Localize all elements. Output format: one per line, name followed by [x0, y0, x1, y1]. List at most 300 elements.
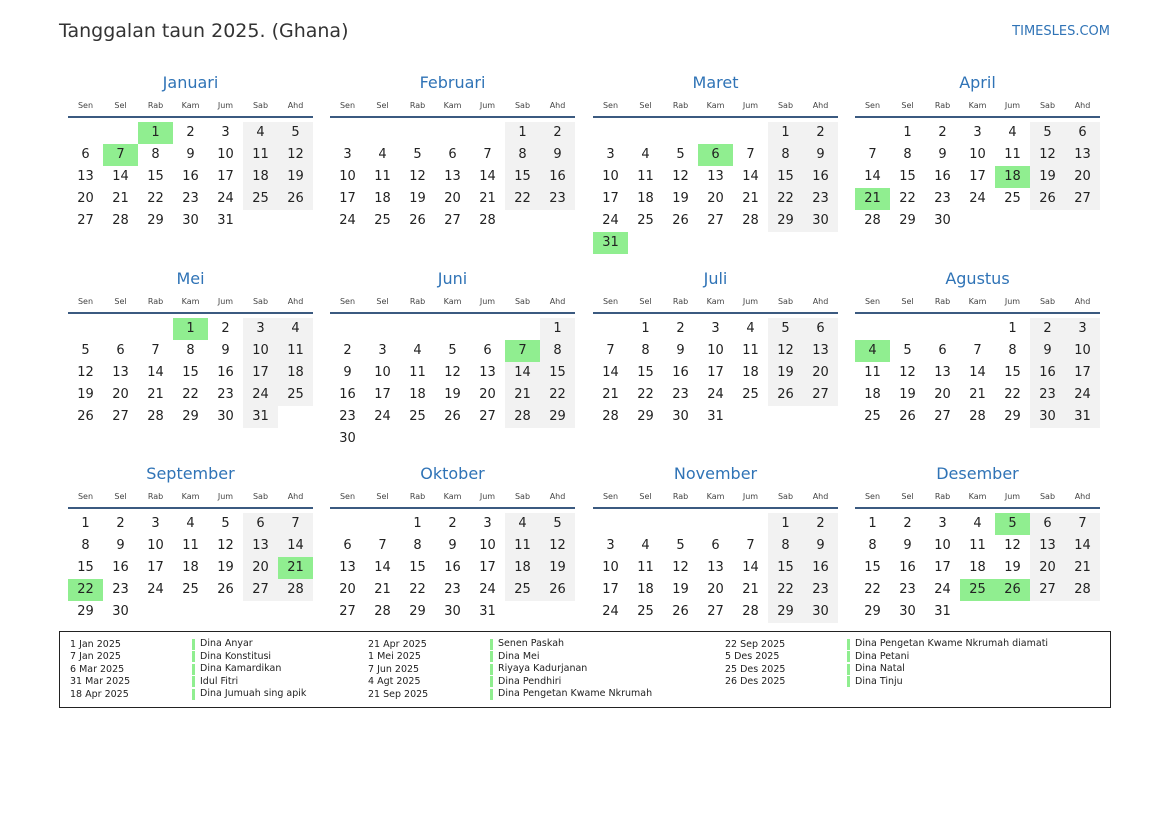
day-cell: 18: [409, 387, 426, 402]
day-cell: 12: [899, 365, 916, 380]
day-cell: 28: [742, 213, 759, 228]
weekday-label: Jum: [1004, 101, 1021, 110]
day-cell: 3: [151, 516, 160, 531]
holiday-marker: [192, 689, 195, 700]
day-cell: 2: [186, 125, 195, 140]
weekday-label: Ahd: [549, 492, 566, 501]
month-name: November: [673, 464, 758, 483]
legend-column: [725, 638, 1048, 688]
weekday-label: Jum: [217, 101, 234, 110]
day-cell: 4: [746, 321, 755, 336]
day-cell: 9: [938, 147, 947, 162]
day-cell: 20: [444, 191, 461, 206]
day-cell: 28: [602, 409, 619, 424]
day-cell: 18: [182, 560, 199, 575]
day-cell: 8: [1008, 343, 1017, 358]
day-cell: 12: [672, 560, 689, 575]
day-cell: 10: [602, 169, 619, 184]
day-cell: 25: [409, 409, 426, 424]
empty-day-cell: [330, 122, 365, 144]
weekday-label: Sab: [514, 297, 531, 306]
holiday-marker: [192, 664, 195, 675]
empty-day-cell: [435, 122, 470, 144]
day-cell: 24: [339, 213, 356, 228]
day-cell: 12: [77, 365, 94, 380]
day-cell: 7: [483, 147, 492, 162]
day-cell: 29: [540, 406, 575, 428]
day-cell: 12: [278, 144, 313, 166]
weekday-label: Rab: [409, 492, 426, 501]
weekday-header: [855, 101, 1100, 111]
holiday-name: Dina Tinju: [855, 675, 903, 687]
day-cell: 23: [444, 582, 461, 597]
day-cell: 29: [768, 210, 803, 232]
weekday-label: Ahd: [287, 492, 304, 501]
empty-day-cell: [470, 122, 505, 144]
day-cell: 6: [711, 538, 720, 553]
day-cell: 4: [378, 147, 387, 162]
legend-item: [368, 663, 652, 676]
month-name: Maret: [692, 73, 739, 92]
day-cell: 11: [637, 560, 654, 575]
day-cell: 13: [77, 169, 94, 184]
holiday-day-cell: 18: [995, 166, 1030, 188]
month-block: [855, 70, 1100, 232]
month-name: Agustus: [945, 269, 1010, 288]
day-cell: 19: [278, 166, 313, 188]
weekday-label: Jum: [217, 492, 234, 501]
day-grid: [593, 122, 838, 254]
day-cell: 20: [339, 582, 356, 597]
day-cell: 3: [606, 147, 615, 162]
holiday-day-cell: 1: [138, 122, 173, 144]
day-cell: 12: [672, 169, 689, 184]
weekday-header: [593, 297, 838, 307]
day-cell: 7: [868, 147, 877, 162]
day-cell: 5: [903, 343, 912, 358]
empty-day-cell: [733, 513, 768, 535]
day-cell: 16: [444, 560, 461, 575]
day-cell: 17: [243, 362, 278, 384]
day-cell: 8: [641, 343, 650, 358]
day-cell: 5: [278, 122, 313, 144]
weekday-label: Sel: [376, 297, 389, 306]
weekday-label: Ahd: [812, 101, 829, 110]
holiday-day-cell: 5: [995, 513, 1030, 535]
day-cell: 7: [746, 147, 755, 162]
day-cell: 31: [217, 213, 234, 228]
day-cell: 11: [742, 343, 759, 358]
day-cell: 19: [899, 387, 916, 402]
day-cell: 15: [182, 365, 199, 380]
day-cell: 28: [864, 213, 881, 228]
day-cell: 18: [505, 557, 540, 579]
day-cell: 27: [243, 579, 278, 601]
empty-day-cell: [330, 513, 365, 535]
day-cell: 11: [374, 169, 391, 184]
day-cell: 13: [112, 365, 129, 380]
day-cell: 14: [374, 560, 391, 575]
day-cell: 30: [112, 604, 129, 619]
month-name: Februari: [419, 73, 486, 92]
day-cell: 18: [637, 582, 654, 597]
empty-day-cell: [470, 318, 505, 340]
month-divider: [593, 312, 838, 314]
day-cell: 20: [803, 362, 838, 384]
day-cell: 23: [934, 191, 951, 206]
day-cell: 9: [221, 343, 230, 358]
holiday-marker: [192, 651, 195, 662]
day-cell: 31: [934, 604, 951, 619]
weekday-label: Sel: [639, 101, 652, 110]
weekday-label: Sab: [252, 492, 269, 501]
day-cell: 31: [479, 604, 496, 619]
day-cell: 24: [147, 582, 164, 597]
holiday-day-cell: 21: [278, 557, 313, 579]
day-cell: 30: [672, 409, 689, 424]
day-cell: 5: [1030, 122, 1065, 144]
holiday-day-cell: 21: [855, 188, 890, 210]
day-cell: 12: [768, 340, 803, 362]
month-divider: [68, 312, 313, 314]
day-cell: 9: [448, 538, 457, 553]
weekday-label: Sab: [252, 297, 269, 306]
holiday-marker: [192, 676, 195, 687]
holiday-marker: [192, 639, 195, 650]
day-cell: 25: [1004, 191, 1021, 206]
day-grid: [330, 122, 575, 232]
month-block: [593, 70, 838, 254]
day-cell: 4: [641, 538, 650, 553]
holiday-marker: [847, 651, 850, 662]
day-cell: 11: [278, 340, 313, 362]
weekday-label: Ahd: [287, 297, 304, 306]
day-cell: 27: [444, 213, 461, 228]
day-cell: 1: [868, 516, 877, 531]
day-cell: 28: [278, 579, 313, 601]
day-cell: 26: [768, 384, 803, 406]
legend-item: [70, 676, 306, 689]
day-cell: 1: [1008, 321, 1017, 336]
month-divider: [330, 116, 575, 118]
month-name: September: [146, 464, 235, 483]
day-cell: 16: [1030, 362, 1065, 384]
holiday-marker: [847, 676, 850, 687]
day-cell: 10: [602, 560, 619, 575]
weekday-label: Sen: [602, 297, 619, 306]
day-cell: 22: [637, 387, 654, 402]
empty-day-cell: [733, 122, 768, 144]
day-cell: 4: [1008, 125, 1017, 140]
day-cell: 23: [803, 579, 838, 601]
legend-item: [725, 638, 1048, 651]
month-block: [330, 266, 575, 450]
day-cell: 29: [1004, 409, 1021, 424]
day-cell: 18: [864, 387, 881, 402]
day-cell: 24: [602, 213, 619, 228]
weekday-label: Sen: [602, 492, 619, 501]
day-cell: 21: [742, 191, 759, 206]
day-cell: 13: [707, 169, 724, 184]
day-cell: 27: [339, 604, 356, 619]
month-divider: [855, 116, 1100, 118]
day-cell: 30: [1030, 406, 1065, 428]
day-cell: 8: [413, 538, 422, 553]
day-cell: 19: [217, 560, 234, 575]
day-cell: 24: [969, 191, 986, 206]
holiday-marker: [847, 664, 850, 675]
day-cell: 15: [1004, 365, 1021, 380]
day-cell: 1: [413, 516, 422, 531]
weekday-label: Sen: [864, 297, 881, 306]
day-cell: 28: [374, 604, 391, 619]
day-cell: 14: [112, 169, 129, 184]
weekday-label: Kam: [181, 101, 200, 110]
day-cell: 2: [221, 321, 230, 336]
weekday-header: [593, 101, 838, 111]
legend-item: [368, 638, 652, 651]
day-cell: 16: [899, 560, 916, 575]
day-cell: 26: [278, 188, 313, 210]
day-cell: 1: [81, 516, 90, 531]
day-cell: 12: [1030, 144, 1065, 166]
day-cell: 21: [147, 387, 164, 402]
day-cell: 14: [147, 365, 164, 380]
day-cell: 10: [969, 147, 986, 162]
empty-day-cell: [960, 318, 995, 340]
weekday-label: Sel: [639, 492, 652, 501]
day-cell: 22: [864, 582, 881, 597]
weekday-label: Sen: [864, 492, 881, 501]
day-cell: 5: [768, 318, 803, 340]
weekday-label: Kam: [443, 101, 462, 110]
month-divider: [68, 116, 313, 118]
day-cell: 10: [934, 538, 951, 553]
empty-day-cell: [435, 318, 470, 340]
holiday-name: Dina Mei: [498, 650, 540, 662]
day-cell: 13: [243, 535, 278, 557]
holiday-name: Dina Konstitusi: [200, 650, 272, 662]
day-cell: 16: [217, 365, 234, 380]
weekday-header: [330, 492, 575, 502]
day-cell: 26: [77, 409, 94, 424]
day-cell: 4: [243, 122, 278, 144]
weekday-header: [68, 492, 313, 502]
day-cell: 4: [278, 318, 313, 340]
day-cell: 12: [409, 169, 426, 184]
day-cell: 20: [77, 191, 94, 206]
holiday-name: Senen Paskah: [498, 638, 565, 649]
day-cell: 19: [409, 191, 426, 206]
day-cell: 15: [77, 560, 94, 575]
empty-day-cell: [855, 122, 890, 144]
weekday-label: Sab: [1039, 297, 1056, 306]
weekday-label: Jum: [217, 297, 234, 306]
holiday-legend: [59, 631, 1111, 708]
day-cell: 28: [969, 409, 986, 424]
day-cell: 19: [77, 387, 94, 402]
weekday-label: Kam: [968, 297, 987, 306]
holiday-name: Riyaya Kadurjanan: [498, 663, 588, 674]
day-cell: 25: [182, 582, 199, 597]
day-cell: 29: [899, 213, 916, 228]
day-cell: 4: [413, 343, 422, 358]
day-cell: 3: [938, 516, 947, 531]
day-cell: 3: [711, 321, 720, 336]
day-cell: 22: [147, 191, 164, 206]
empty-day-cell: [400, 122, 435, 144]
day-cell: 16: [803, 557, 838, 579]
month-name: Juli: [703, 269, 728, 288]
day-cell: 26: [444, 409, 461, 424]
day-grid: [68, 318, 313, 428]
day-grid: [593, 318, 838, 428]
day-cell: 22: [540, 384, 575, 406]
empty-day-cell: [628, 122, 663, 144]
day-cell: 14: [864, 169, 881, 184]
day-cell: 10: [707, 343, 724, 358]
day-cell: 26: [540, 579, 575, 601]
day-cell: 27: [934, 409, 951, 424]
empty-day-cell: [698, 513, 733, 535]
empty-day-cell: [890, 318, 925, 340]
day-cell: 6: [1030, 513, 1065, 535]
holiday-name: Dina Pendhiri: [498, 675, 562, 687]
weekday-label: Rab: [147, 297, 164, 306]
day-cell: 1: [540, 318, 575, 340]
legend-column: [368, 638, 652, 701]
day-cell: 14: [742, 560, 759, 575]
day-cell: 25: [374, 213, 391, 228]
day-cell: 26: [1030, 188, 1065, 210]
legend-item: [725, 663, 1048, 676]
day-cell: 17: [1065, 362, 1100, 384]
day-cell: 2: [676, 321, 685, 336]
holiday-date: 7 Jun 2025: [368, 663, 420, 675]
day-cell: 11: [243, 144, 278, 166]
day-cell: 25: [505, 579, 540, 601]
weekday-label: Kam: [706, 101, 725, 110]
day-cell: 25: [278, 384, 313, 406]
day-cell: 5: [676, 147, 685, 162]
empty-day-cell: [593, 318, 628, 340]
weekday-label: Rab: [672, 492, 689, 501]
day-cell: 29: [409, 604, 426, 619]
weekday-label: Kam: [968, 101, 987, 110]
day-cell: 23: [672, 387, 689, 402]
day-cell: 24: [243, 384, 278, 406]
day-cell: 20: [479, 387, 496, 402]
holiday-day-cell: 1: [173, 318, 208, 340]
holiday-name: Idul Fitri: [200, 675, 239, 687]
day-cell: 27: [112, 409, 129, 424]
day-cell: 16: [182, 169, 199, 184]
day-cell: 28: [479, 213, 496, 228]
weekday-label: Sab: [1039, 492, 1056, 501]
day-grid: [68, 513, 313, 623]
day-cell: 17: [479, 560, 496, 575]
day-cell: 4: [641, 147, 650, 162]
day-cell: 4: [186, 516, 195, 531]
day-cell: 7: [746, 538, 755, 553]
holiday-date: 22 Sep 2025: [725, 638, 786, 650]
day-cell: 8: [768, 535, 803, 557]
weekday-label: Kam: [706, 492, 725, 501]
month-name: Mei: [176, 269, 205, 288]
month-name: Oktober: [420, 464, 485, 483]
weekday-label: Jum: [742, 492, 759, 501]
day-cell: 2: [448, 516, 457, 531]
weekday-label: Kam: [968, 492, 987, 501]
day-cell: 8: [151, 147, 160, 162]
day-cell: 3: [1065, 318, 1100, 340]
weekday-label: Sel: [376, 492, 389, 501]
empty-day-cell: [365, 513, 400, 535]
day-cell: 7: [1065, 513, 1100, 535]
weekday-label: Jum: [479, 492, 496, 501]
day-cell: 29: [77, 604, 94, 619]
weekday-label: Jum: [1004, 492, 1021, 501]
holiday-date: 18 Apr 2025: [70, 688, 129, 700]
day-cell: 21: [1065, 557, 1100, 579]
day-cell: 1: [505, 122, 540, 144]
day-cell: 29: [768, 601, 803, 623]
day-cell: 16: [112, 560, 129, 575]
weekday-label: Rab: [147, 492, 164, 501]
day-cell: 17: [707, 365, 724, 380]
day-cell: 12: [444, 365, 461, 380]
day-cell: 12: [540, 535, 575, 557]
day-cell: 24: [1065, 384, 1100, 406]
day-cell: 6: [116, 343, 125, 358]
empty-day-cell: [593, 513, 628, 535]
day-cell: 20: [243, 557, 278, 579]
weekday-label: Rab: [409, 297, 426, 306]
day-grid: [330, 318, 575, 450]
day-cell: 16: [540, 166, 575, 188]
day-cell: 30: [803, 210, 838, 232]
day-cell: 28: [505, 406, 540, 428]
day-cell: 11: [969, 538, 986, 553]
day-cell: 10: [374, 365, 391, 380]
day-cell: 31: [707, 409, 724, 424]
day-cell: 6: [448, 147, 457, 162]
legend-item: [725, 651, 1048, 664]
day-cell: 21: [742, 582, 759, 597]
day-cell: 23: [1030, 384, 1065, 406]
day-cell: 24: [479, 582, 496, 597]
day-cell: 11: [409, 365, 426, 380]
day-cell: 26: [899, 409, 916, 424]
day-cell: 27: [479, 409, 496, 424]
day-cell: 5: [540, 513, 575, 535]
day-cell: 21: [479, 191, 496, 206]
month-divider: [68, 507, 313, 509]
day-cell: 15: [899, 169, 916, 184]
weekday-label: Ahd: [1074, 101, 1091, 110]
holiday-marker: [847, 639, 850, 650]
brand-logo[interactable]: TIMESLES.COM: [1012, 24, 1110, 39]
weekday-label: Rab: [147, 101, 164, 110]
day-cell: 22: [505, 188, 540, 210]
day-cell: 7: [378, 538, 387, 553]
holiday-date: 6 Mar 2025: [70, 663, 125, 675]
day-cell: 21: [374, 582, 391, 597]
day-cell: 3: [483, 516, 492, 531]
day-cell: 29: [637, 409, 654, 424]
day-cell: 2: [1030, 318, 1065, 340]
day-cell: 27: [707, 213, 724, 228]
